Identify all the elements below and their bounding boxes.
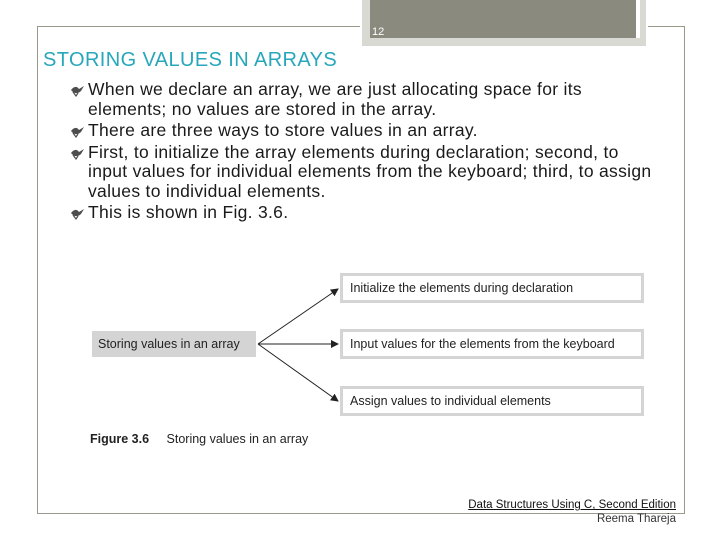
figure-label: Figure 3.6 [90, 432, 150, 446]
diagram-target-label: Initialize the elements during declaration [343, 276, 641, 300]
arrow-to-assign [258, 344, 338, 401]
diagram-target-label: Input values for the elements from the keyboard [343, 332, 641, 356]
diagram-target-box [340, 329, 644, 359]
diagram-target-box [340, 386, 644, 416]
figure-caption [90, 432, 308, 446]
slide-number: 12 [372, 26, 385, 38]
arrow-to-initialize [258, 289, 338, 344]
bullet-text: When we declare an array, we are just allocating space for its elements; no values are stored in the array. [88, 79, 582, 119]
figure-caption-text: Storing values in an array [166, 432, 309, 446]
slide-title: STORING VALUES IN ARRAYS [43, 49, 338, 71]
footer [468, 498, 676, 526]
diagram-target-box [340, 273, 644, 303]
bullet-text: This is shown in Fig. 3.6. [88, 202, 289, 222]
bullet-text: There are three ways to store values in an array. [88, 120, 478, 140]
footer-book-title: Data Structures Using C, Second Edition [468, 499, 676, 511]
footer-author: Reema Thareja [596, 513, 676, 525]
diagram-source-box: Storing values in an array [92, 331, 256, 357]
diagram-target-label: Assign values to individual elements [343, 389, 641, 413]
bullet-text: First, to initialize the array elements during declaration; second, to input values for individual elements from the keyboard; third, to assign values to individual elements. [88, 141, 652, 201]
